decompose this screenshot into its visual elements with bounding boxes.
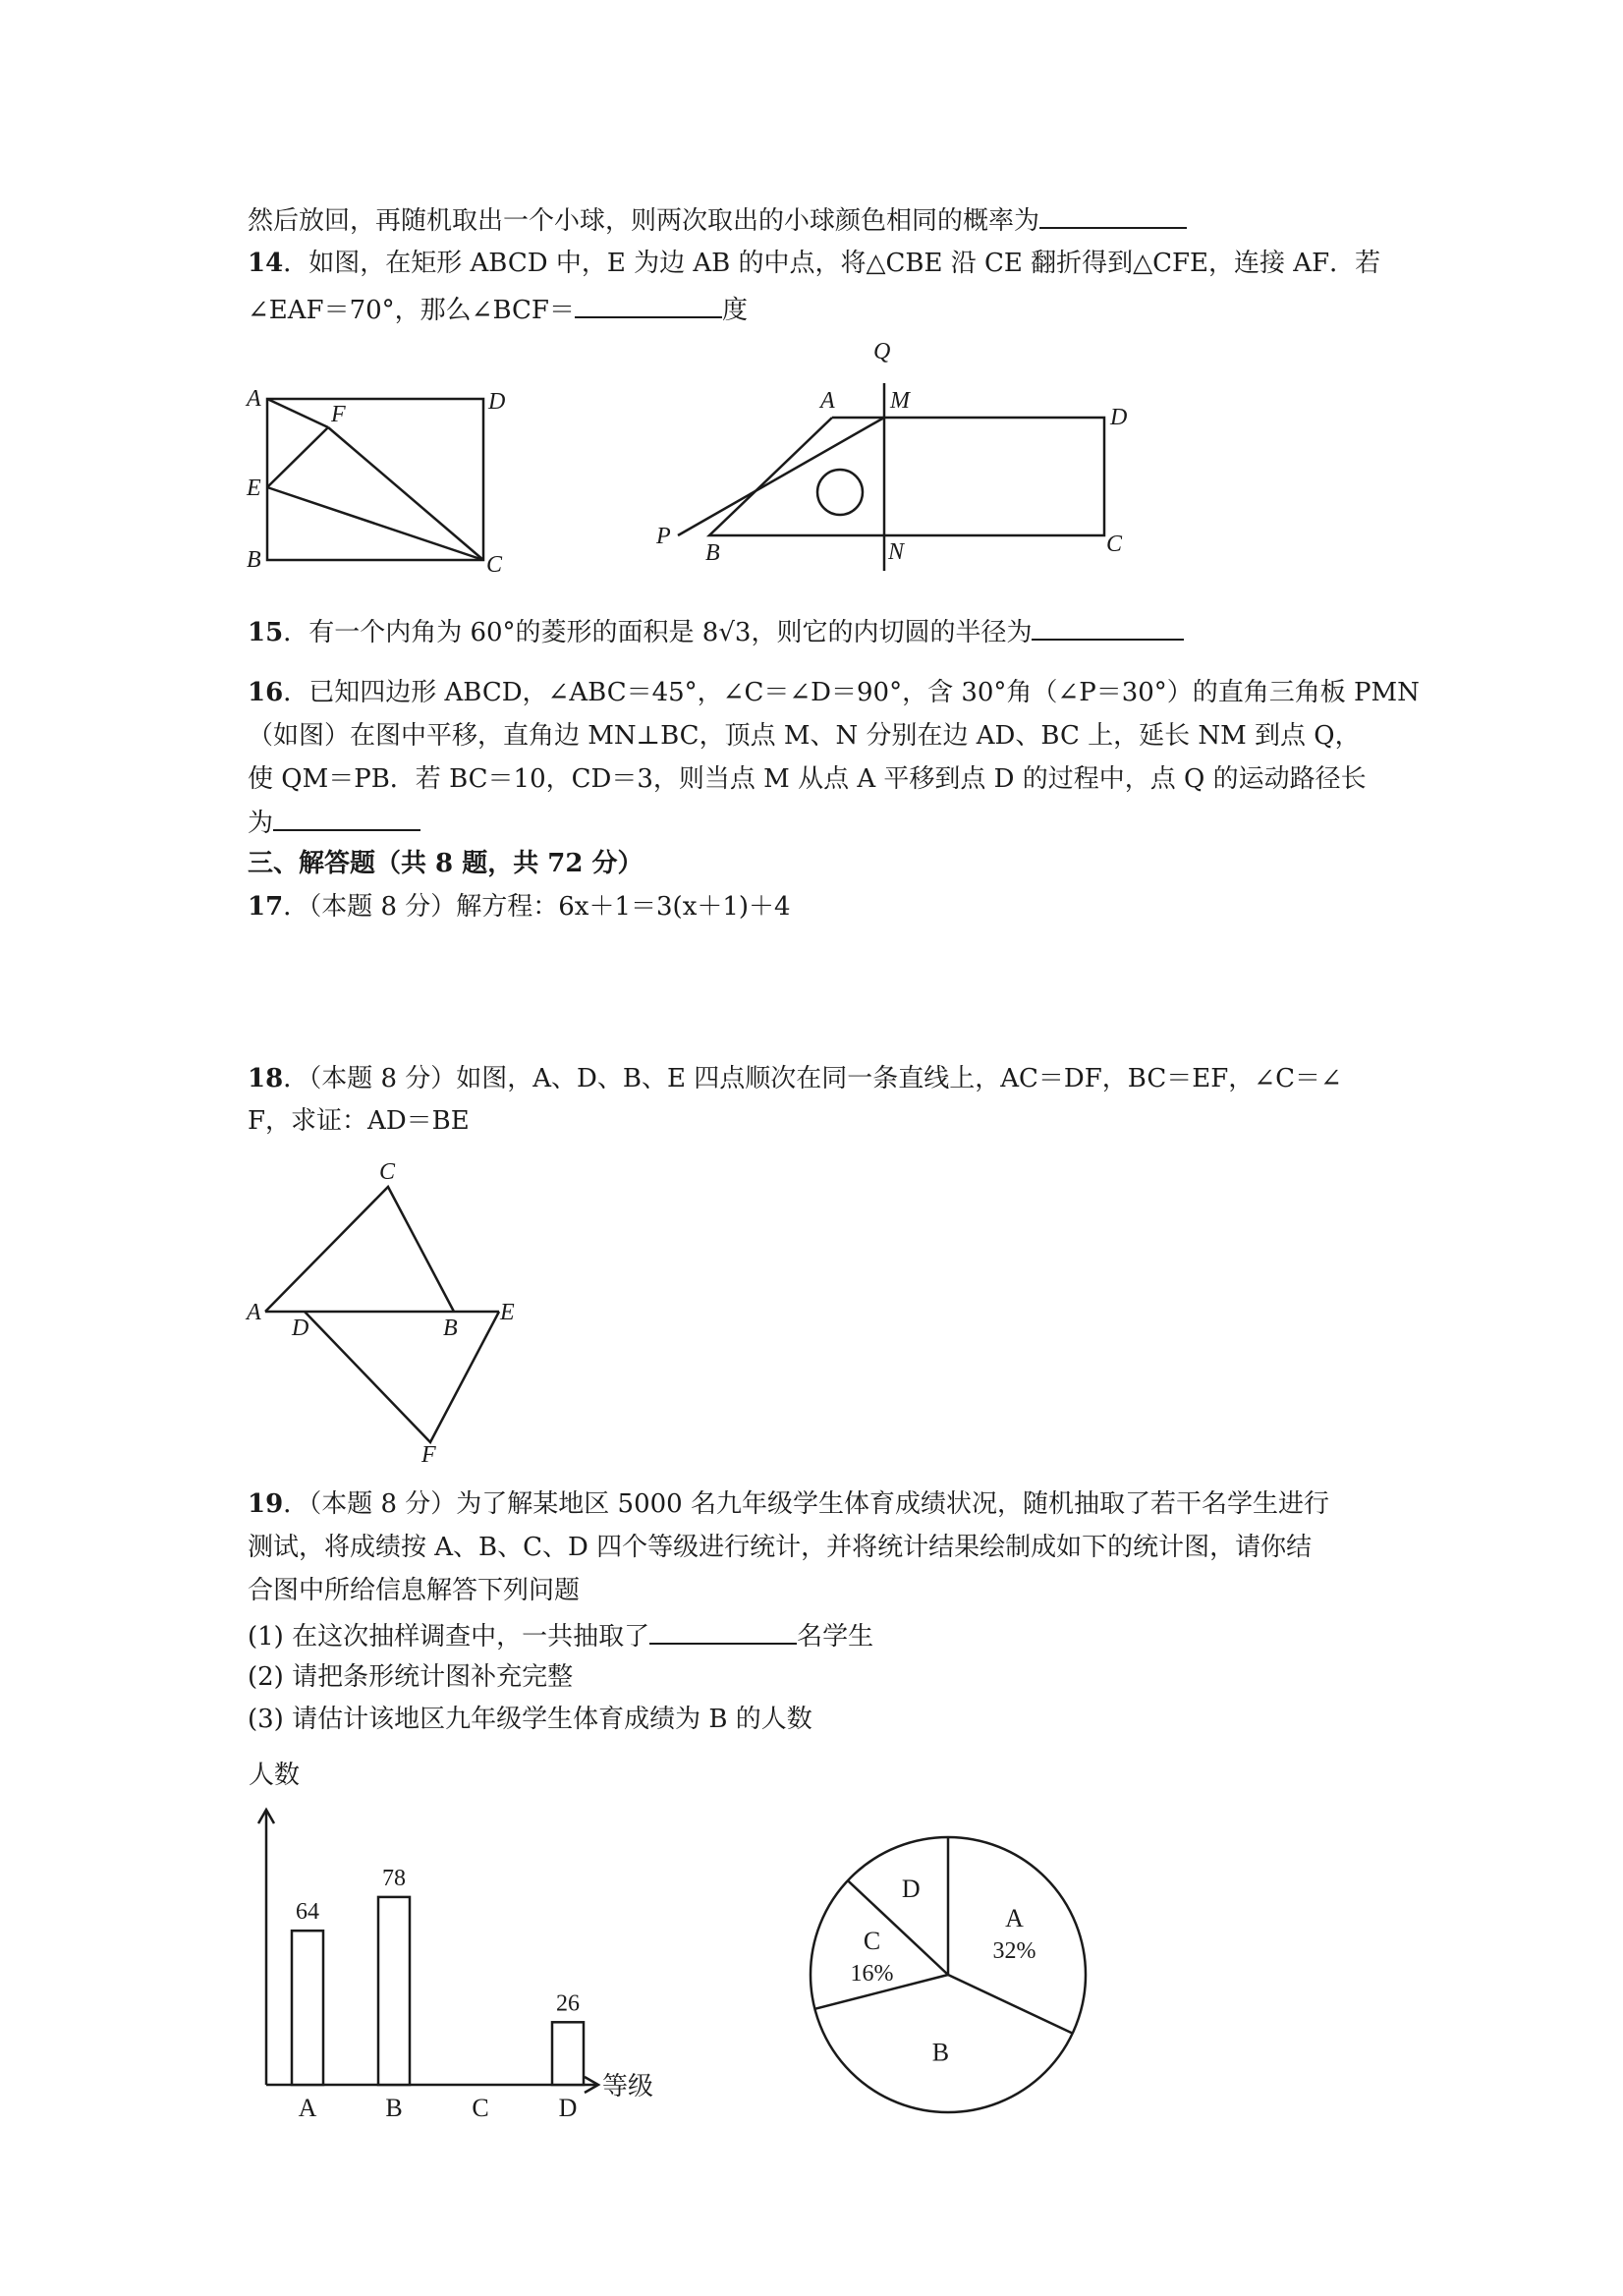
label-e: E bbox=[500, 1300, 515, 1325]
label-q: Q bbox=[873, 339, 891, 364]
q19-sub-2-text: (2) 请把条形统计图补充完整 bbox=[248, 1662, 574, 1692]
bar-value-label-b: 78 bbox=[382, 1865, 406, 1891]
label-p: P bbox=[656, 524, 671, 549]
label-d: D bbox=[292, 1316, 309, 1341]
set-square-hole bbox=[817, 470, 863, 515]
label-a: A bbox=[247, 1300, 261, 1325]
bar-chart bbox=[241, 1749, 673, 2132]
q19-line-3 bbox=[248, 1574, 580, 1607]
q14-answer-blank[interactable] bbox=[575, 291, 722, 318]
q18-number: 18 bbox=[248, 1064, 284, 1093]
q17-line bbox=[248, 890, 791, 924]
q15-answer-blank[interactable] bbox=[1032, 613, 1184, 641]
label-b: B bbox=[705, 540, 720, 566]
q19-sub-3 bbox=[248, 1703, 812, 1736]
quadrilateral-abcd bbox=[709, 418, 1104, 535]
q18-text-2: F，求证：AD＝BE bbox=[248, 1106, 470, 1136]
q14-text-2: ∠EAF＝70°，那么∠BCF＝ bbox=[248, 296, 575, 325]
q19-answer-blank[interactable] bbox=[649, 1617, 797, 1645]
q18-figure bbox=[241, 1157, 545, 1472]
pie-slice-label-c: C bbox=[863, 1927, 881, 1956]
q14-text-1: ．如图，在矩形 ABCD 中，E 为边 AB 的中点，将△CBE 沿 CE 翻折得到△CFE，连接 AF．若 bbox=[283, 249, 1381, 278]
q15-radical: √3 bbox=[718, 618, 752, 647]
bar-value-label-d: 26 bbox=[556, 1990, 580, 2017]
q19-text-1: ．（本题 8 分）为了解某地区 5000 名九年级学生体育成绩状况，随机抽取了若干名学生进行 bbox=[283, 1489, 1329, 1519]
q16-line-3 bbox=[248, 762, 1367, 796]
q19-sub-1-text: (1) 在这次抽样调查中，一共抽取了 bbox=[248, 1622, 650, 1652]
q18-line-1 bbox=[248, 1062, 1342, 1095]
q16-line-2 bbox=[248, 719, 1361, 753]
q16-line-1 bbox=[248, 676, 1420, 709]
label-c: C bbox=[486, 552, 503, 575]
label-d: D bbox=[1110, 405, 1128, 430]
q15-text-a: ．有一个内角为 60°的菱形的面积是 8 bbox=[283, 618, 719, 647]
q19-text-2: 测试，将成绩按 A、B、C、D 四个等级进行统计，并将统计结果绘制成如下的统计图，请你结 bbox=[248, 1533, 1313, 1562]
q16-number: 16 bbox=[248, 678, 284, 707]
label-c: C bbox=[1106, 532, 1123, 557]
label-f: F bbox=[331, 402, 346, 427]
x-axis-label: 等级 bbox=[602, 2072, 654, 2100]
y-axis-label: 人数 bbox=[249, 1761, 301, 1789]
q19-sub-1-unit: 名学生 bbox=[797, 1622, 874, 1652]
x-tick-label-b: B bbox=[385, 2094, 403, 2122]
label-d: D bbox=[488, 389, 506, 415]
q16-text-1: ．已知四边形 ABCD，∠ABC＝45°，∠C＝∠D＝90°，含 30°角（∠P＝30°）的直角三角板 PMN bbox=[283, 678, 1420, 707]
label-n: N bbox=[888, 539, 905, 565]
pie-slice-percent-a: 32% bbox=[992, 1938, 1036, 1965]
q16-text-4: 为 bbox=[248, 809, 274, 838]
label-a: A bbox=[247, 386, 261, 412]
q16-text-3: 使 QM＝PB．若 BC＝10，CD＝3，则当点 M 从点 A 平移到点 D 的过程中，点 Q 的运动路径长 bbox=[248, 764, 1367, 794]
bar-value-label-a: 64 bbox=[296, 1899, 319, 1926]
segment-fc bbox=[328, 427, 483, 560]
q15-text-b: ，则它的内切圆的半径为 bbox=[751, 618, 1033, 647]
triangle-dfe bbox=[305, 1312, 499, 1442]
label-c: C bbox=[379, 1159, 396, 1185]
q15-line bbox=[248, 613, 1184, 649]
q19-line-1 bbox=[248, 1487, 1329, 1521]
q16-answer-blank[interactable] bbox=[273, 804, 420, 831]
label-b: B bbox=[443, 1316, 458, 1341]
rectangle-abcd bbox=[267, 399, 483, 560]
q19-line-2 bbox=[248, 1531, 1312, 1564]
q19-sub-3-text: (3) 请估计该地区九年级学生体育成绩为 B 的人数 bbox=[248, 1705, 812, 1734]
pie-chart bbox=[801, 1827, 1095, 2122]
x-tick-label-d: D bbox=[558, 2094, 578, 2122]
q19-number: 19 bbox=[248, 1489, 284, 1519]
q19-sub-2 bbox=[248, 1660, 573, 1694]
label-a: A bbox=[820, 388, 835, 414]
segment-ef bbox=[267, 427, 328, 487]
q14-line-1 bbox=[248, 247, 1380, 280]
q13-answer-blank[interactable] bbox=[1039, 201, 1187, 229]
q19-text-3: 合图中所给信息解答下列问题 bbox=[248, 1576, 581, 1605]
x-tick-label-c: C bbox=[472, 2094, 489, 2122]
segment-pm bbox=[678, 418, 884, 535]
q13-text: 然后放回，再随机取出一个小球，则两次取出的小球颜色相同的概率为 bbox=[248, 206, 1040, 236]
q16-figure bbox=[648, 329, 1159, 585]
label-b: B bbox=[247, 547, 261, 573]
q18-line-2 bbox=[248, 1104, 470, 1138]
q14-number: 14 bbox=[248, 249, 284, 278]
section-heading bbox=[248, 847, 643, 880]
q17-text: ．（本题 8 分）解方程：6x＋1＝3(x＋1)＋4 bbox=[283, 892, 791, 922]
q17-number: 17 bbox=[248, 892, 284, 922]
pie-slice-label-a: A bbox=[1005, 1904, 1024, 1933]
bar-a bbox=[292, 1931, 323, 2085]
bar-d bbox=[552, 2022, 584, 2085]
triangle-acb bbox=[265, 1187, 454, 1312]
pie-slice-percent-c: 16% bbox=[850, 1961, 894, 1988]
segment-ec bbox=[267, 487, 483, 560]
q14-unit: 度 bbox=[721, 296, 748, 325]
segment-af bbox=[267, 399, 328, 427]
label-f: F bbox=[421, 1442, 436, 1468]
q13-continuation bbox=[248, 201, 1187, 238]
q14-figure bbox=[241, 378, 526, 575]
x-tick-label-a: A bbox=[298, 2094, 317, 2122]
q16-line-4 bbox=[248, 804, 420, 840]
q14-line-2 bbox=[248, 291, 748, 327]
pie-slice-label-b: B bbox=[931, 2038, 950, 2067]
label-m: M bbox=[890, 388, 910, 414]
label-e: E bbox=[247, 476, 261, 501]
pie-slices bbox=[811, 1837, 1086, 2112]
q15-number: 15 bbox=[248, 618, 284, 647]
q18-text-1: ．（本题 8 分）如图，A、D、B、E 四点顺次在同一条直线上，AC＝DF，BC＝EF，∠C＝∠ bbox=[283, 1064, 1342, 1093]
q19-sub-1 bbox=[248, 1617, 873, 1653]
q16-text-2: （如图）在图中平移，直角边 MN⊥BC，顶点 M、N 分别在边 AD、BC 上，延长 NM 到点 Q， bbox=[248, 721, 1361, 751]
bar-b bbox=[378, 1897, 410, 2085]
pie-slice-label-d: D bbox=[901, 1874, 921, 1903]
section-title: 三、解答题（共 8 题，共 72 分） bbox=[248, 849, 644, 878]
